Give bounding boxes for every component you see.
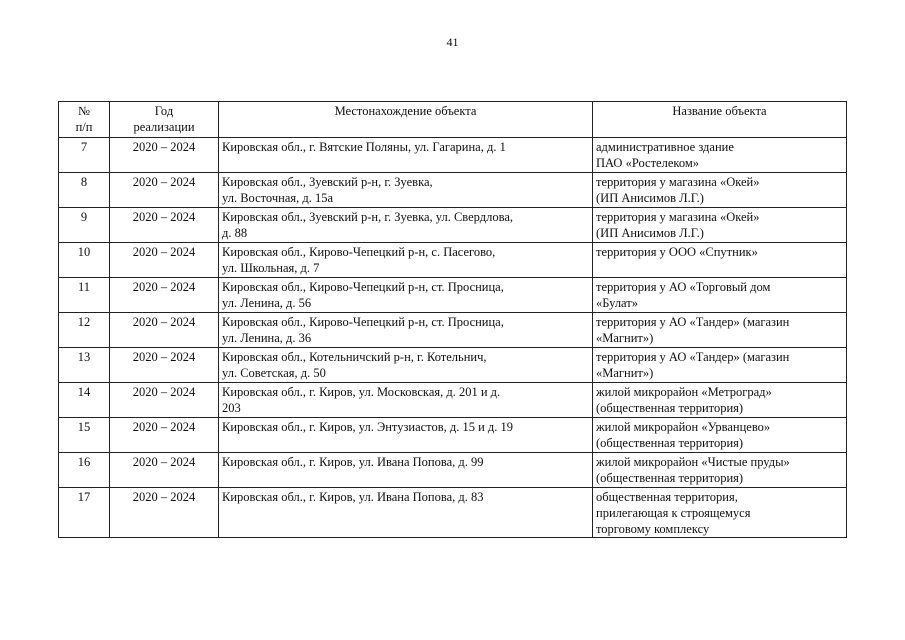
row-year: 2020 – 2024 [110,173,219,208]
location-line: ул. Ленина, д. 56 [222,296,312,310]
object-name-line: жилой микрорайон «Метроград» [596,385,772,399]
object-name-line: жилой микрорайон «Чистые пруды» [596,455,790,469]
row-location [219,488,593,538]
header-number [59,102,110,138]
location-line: ул. Ленина, д. 36 [222,331,312,345]
table-header-row [59,102,847,138]
object-name-line: (ИП Анисимов Л.Г.) [596,226,704,240]
row-object-name [593,418,847,453]
header-year-line1: Год [154,104,174,118]
object-name-line: территория у АО «Тандер» (магазин [596,315,790,329]
location-line: Кировская обл., Кирово-Чепецкий р-н, с. Пасегово, [222,245,496,259]
object-name-line: территория у магазина «Окей» [596,210,760,224]
row-location [219,208,593,243]
row-number: 10 [59,243,110,278]
row-object-name [593,138,847,173]
table-row [59,348,847,383]
row-year: 2020 – 2024 [110,383,219,418]
table-row [59,383,847,418]
table-row [59,453,847,488]
row-number: 7 [59,138,110,173]
row-object-name [593,453,847,488]
row-location [219,383,593,418]
object-name-line: (общественная территория) [596,471,744,485]
location-line: Кировская обл., г. Киров, ул. Ивана Попова, д. 99 [222,455,484,469]
row-year: 2020 – 2024 [110,278,219,313]
row-number: 16 [59,453,110,488]
object-name-line: жилой микрорайон «Урванцево» [596,420,771,434]
row-location [219,348,593,383]
header-year-line2: реализации [133,120,195,134]
object-name-line: «Магнит») [596,366,654,380]
row-number: 9 [59,208,110,243]
table-body [59,138,847,538]
row-number: 14 [59,383,110,418]
row-year: 2020 – 2024 [110,418,219,453]
row-location [219,173,593,208]
object-name-line: прилегающая к строящемуся [596,506,751,520]
row-year: 2020 – 2024 [110,138,219,173]
row-year: 2020 – 2024 [110,453,219,488]
location-line: Кировская обл., Зуевский р-н, г. Зуевка, [222,175,433,189]
object-name-line: «Магнит») [596,331,654,345]
row-number: 11 [59,278,110,313]
location-line: Кировская обл., Кирово-Чепецкий р-н, ст. Просница, [222,280,504,294]
table-row [59,418,847,453]
table-row [59,313,847,348]
location-line: Кировская обл., Кирово-Чепецкий р-н, ст. Просница, [222,315,504,329]
objects-table [58,101,847,538]
page-number: 41 [446,35,459,49]
row-year: 2020 – 2024 [110,348,219,383]
location-line: ул. Школьная, д. 7 [222,261,320,275]
object-name-line: общественная территория, [596,490,738,504]
object-name-line: (общественная территория) [596,436,744,450]
location-line: ул. Восточная, д. 15а [222,191,334,205]
table-row [59,488,847,538]
location-line: Кировская обл., Зуевский р-н, г. Зуевка, ул. Свердлова, [222,210,514,224]
object-name-line: административное здание [596,140,734,154]
row-location [219,278,593,313]
row-number: 12 [59,313,110,348]
location-line: Кировская обл., Котельничский р-н, г. Котельнич, [222,350,487,364]
row-object-name [593,208,847,243]
row-location [219,418,593,453]
row-object-name [593,383,847,418]
row-year: 2020 – 2024 [110,208,219,243]
object-name-line: территория у АО «Тандер» (магазин [596,350,790,364]
header-location [219,102,593,138]
location-line: ул. Советская, д. 50 [222,366,326,380]
location-line: д. 88 [222,226,248,240]
row-location [219,138,593,173]
location-line: Кировская обл., г. Киров, ул. Ивана Попова, д. 83 [222,490,484,504]
row-object-name [593,278,847,313]
table-row [59,138,847,173]
object-name-line: (общественная территория) [596,401,744,415]
header-name [593,102,847,138]
row-object-name [593,348,847,383]
table-row [59,278,847,313]
row-location [219,453,593,488]
row-object-name [593,313,847,348]
table-row [59,173,847,208]
row-location [219,243,593,278]
row-year: 2020 – 2024 [110,488,219,538]
header-number-line2: п/п [75,120,93,134]
row-location [219,313,593,348]
object-name-line: территория у магазина «Окей» [596,175,760,189]
object-name-line: территория у АО «Торговый дом [596,280,771,294]
row-object-name [593,488,847,538]
row-number: 13 [59,348,110,383]
object-name-line: «Булат» [596,296,638,310]
object-name-line: торговому комплексу [596,522,710,536]
header-location-label: Местонахождение объекта [334,104,477,118]
row-object-name [593,243,847,278]
row-year: 2020 – 2024 [110,243,219,278]
location-line: Кировская обл., г. Киров, ул. Московская, д. 201 и д. [222,385,501,399]
row-number: 15 [59,418,110,453]
location-line: 203 [222,401,241,415]
object-name-line: территория у ООО «Спутник» [596,245,758,259]
header-year [110,102,219,138]
table-row [59,243,847,278]
row-year: 2020 – 2024 [110,313,219,348]
object-name-line: (ИП Анисимов Л.Г.) [596,191,704,205]
row-number: 17 [59,488,110,538]
location-line: Кировская обл., г. Киров, ул. Энтузиастов, д. 15 и д. 19 [222,420,514,434]
row-object-name [593,173,847,208]
object-name-line: ПАО «Ростелеком» [596,156,699,170]
location-line: Кировская обл., г. Вятские Поляны, ул. Гагарина, д. 1 [222,140,506,154]
table-row [59,208,847,243]
row-number: 8 [59,173,110,208]
header-name-label: Название объекта [672,104,767,118]
header-number-line1: № [78,104,90,118]
